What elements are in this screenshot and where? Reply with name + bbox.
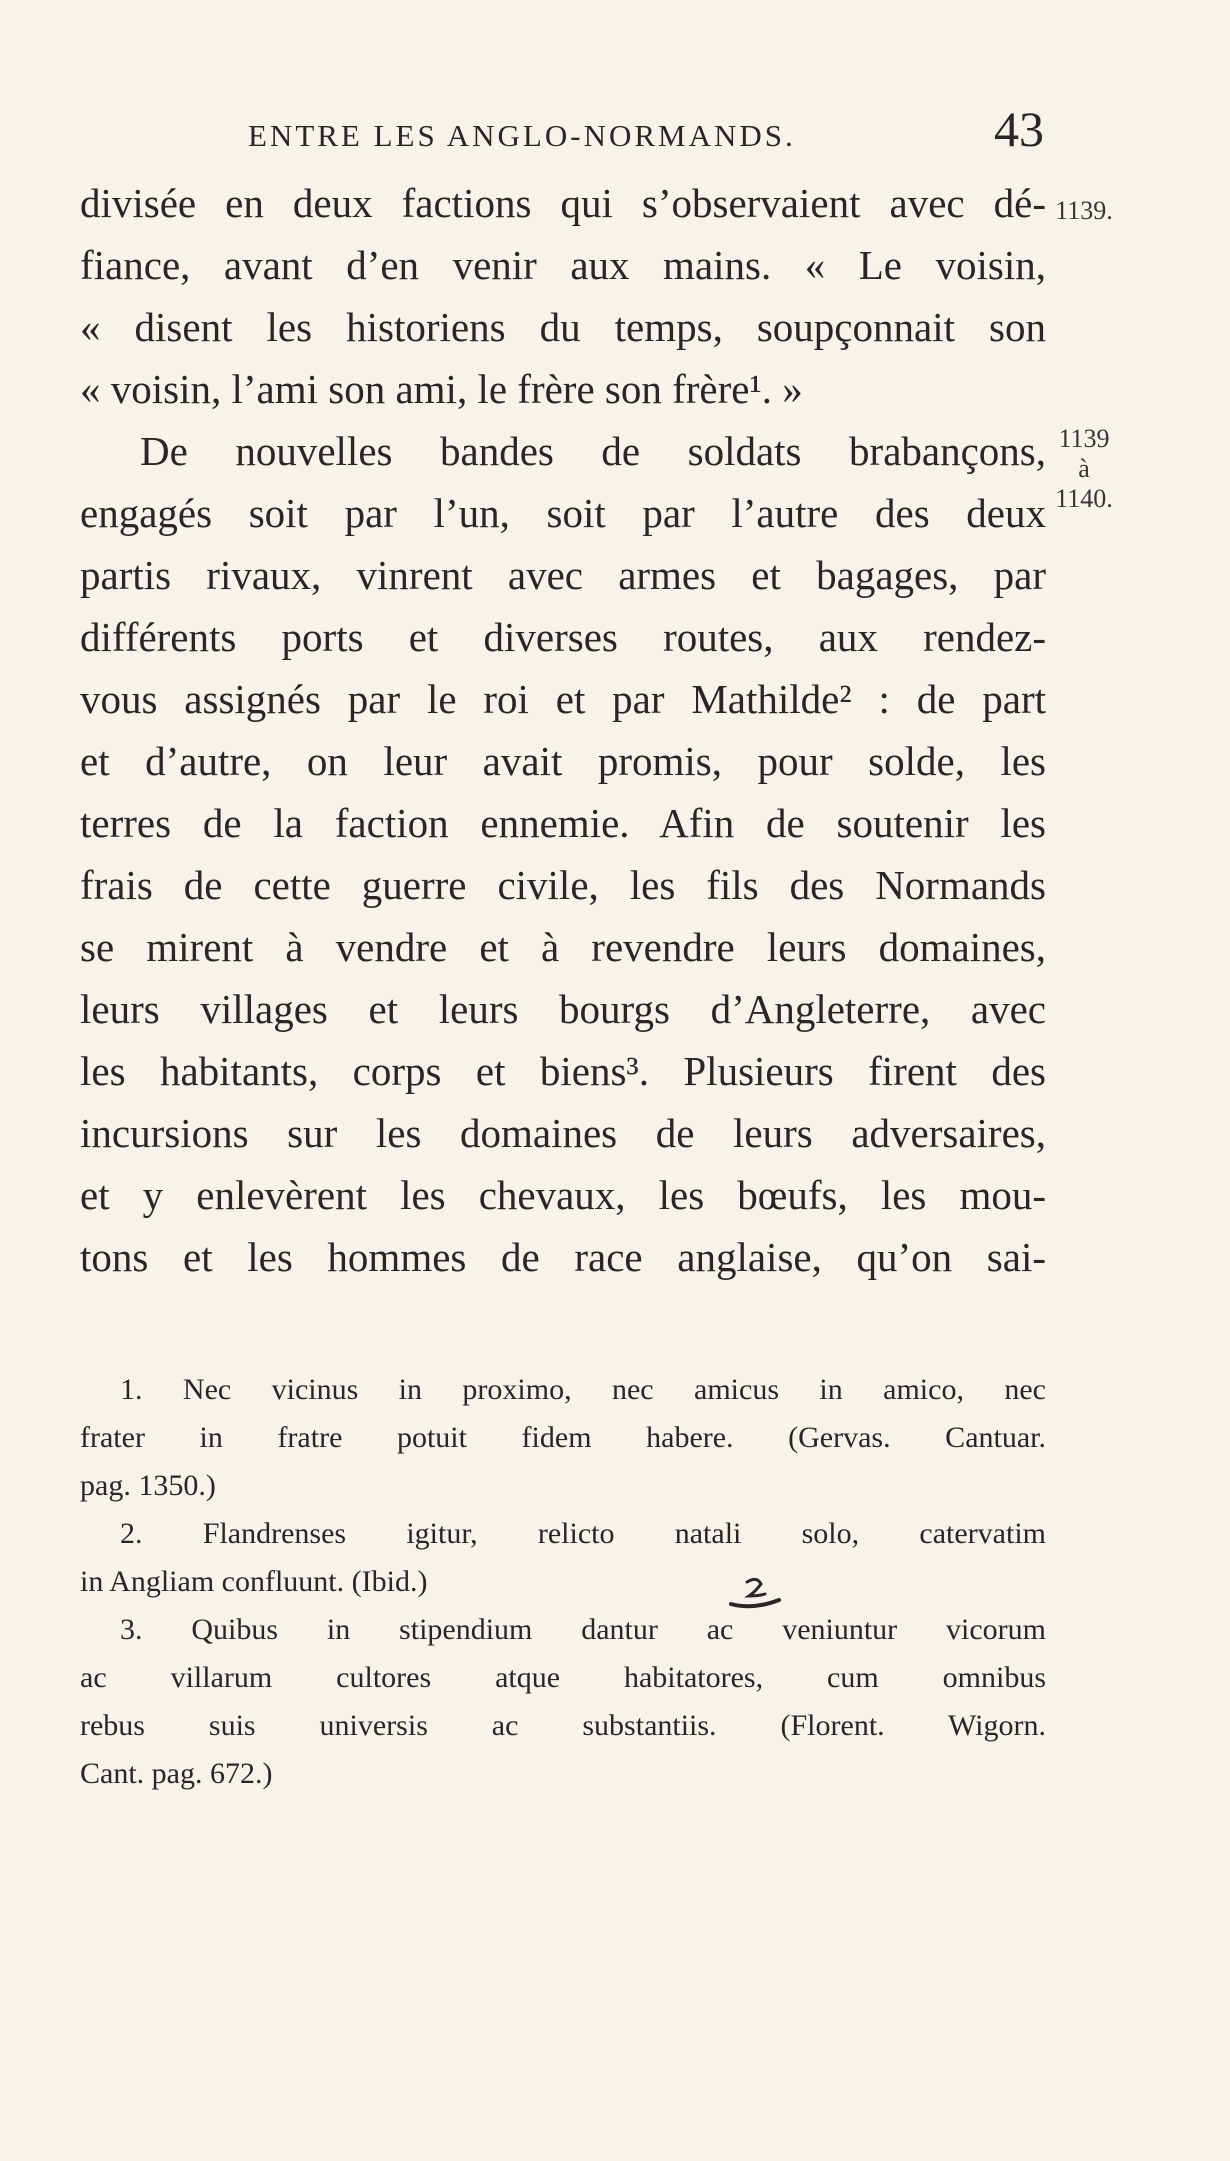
footnote-line: frater in fratre potuit fidem habere. (Gervas. Cantuar. bbox=[80, 1421, 1046, 1454]
body-line: les habitants, corps et biens³. Plusieurs firent des bbox=[80, 1048, 1046, 1094]
body-line: terres de la faction ennemie. Afin de soutenir les bbox=[80, 800, 1046, 846]
running-title: ENTRE LES ANGLO-NORMANDS. bbox=[248, 118, 796, 153]
page-number: 43 bbox=[994, 101, 1044, 157]
body-line: frais de cette guerre civile, les fils des Normands bbox=[80, 862, 1046, 908]
body-text bbox=[80, 172, 1046, 1288]
margin-note-range-start: 1139 bbox=[1058, 424, 1110, 453]
body-line: De nouvelles bandes de soldats brabançons, bbox=[140, 428, 1046, 474]
body-line: engagés soit par l’un, soit par l’autre des deux bbox=[80, 490, 1046, 536]
body-line: divisée en deux factions qui s’observaient avec dé- bbox=[80, 180, 1046, 226]
body-line: « disent les historiens du temps, soupçonnait son bbox=[80, 304, 1046, 350]
ink-mark-icon bbox=[725, 1574, 783, 1610]
body-line: partis rivaux, vinrent avec armes et bagages, par bbox=[80, 552, 1046, 598]
margin-note-range-mid: à bbox=[1078, 454, 1090, 483]
body-line: incursions sur les domaines de leurs adversaires, bbox=[80, 1110, 1046, 1156]
body-line: et y enlevèrent les chevaux, les bœufs, les mou- bbox=[80, 1172, 1046, 1218]
page-header bbox=[248, 101, 1044, 164]
body-line: leurs villages et leurs bourgs d’Angleterre, avec bbox=[80, 986, 1046, 1032]
footnote-line: 2. Flandrenses igitur, relicto natali solo, catervatim bbox=[120, 1517, 1046, 1550]
footnote-line: ac villarum cultores atque habitatores, cum omnibus bbox=[80, 1661, 1046, 1694]
body-line: « voisin, l’ami son ami, le frère son frère¹. » bbox=[80, 366, 803, 412]
footnote-line: 1. Nec vicinus in proximo, nec amicus in amico, nec bbox=[120, 1373, 1046, 1406]
body-line: différents ports et diverses routes, aux rendez- bbox=[80, 614, 1046, 660]
body-line: fiance, avant d’en venir aux mains. « Le voisin, bbox=[80, 242, 1046, 288]
footnote-line: Cant. pag. 672.) bbox=[80, 1757, 273, 1790]
body-line: vous assignés par le roi et par Mathilde² : de part bbox=[80, 676, 1046, 722]
footnote-line: pag. 1350.) bbox=[80, 1469, 216, 1502]
footnotes bbox=[80, 1366, 1046, 1798]
body-line: tons et les hommes de race anglaise, qu’on sai- bbox=[80, 1234, 1046, 1280]
footnote-line: rebus suis universis ac substantiis. (Florent. Wigorn. bbox=[80, 1709, 1046, 1742]
margin-note-range-end: 1140. bbox=[1055, 484, 1113, 513]
margin-note-year: 1139. bbox=[1055, 196, 1113, 225]
footnote-line: in Angliam confluunt. (Ibid.) bbox=[80, 1565, 428, 1598]
footnote-line: 3. Quibus in stipendium dantur ac veniuntur vicorum bbox=[120, 1613, 1046, 1646]
body-line: et d’autre, on leur avait promis, pour solde, les bbox=[80, 738, 1046, 784]
body-line: se mirent à vendre et à revendre leurs domaines, bbox=[80, 924, 1046, 970]
